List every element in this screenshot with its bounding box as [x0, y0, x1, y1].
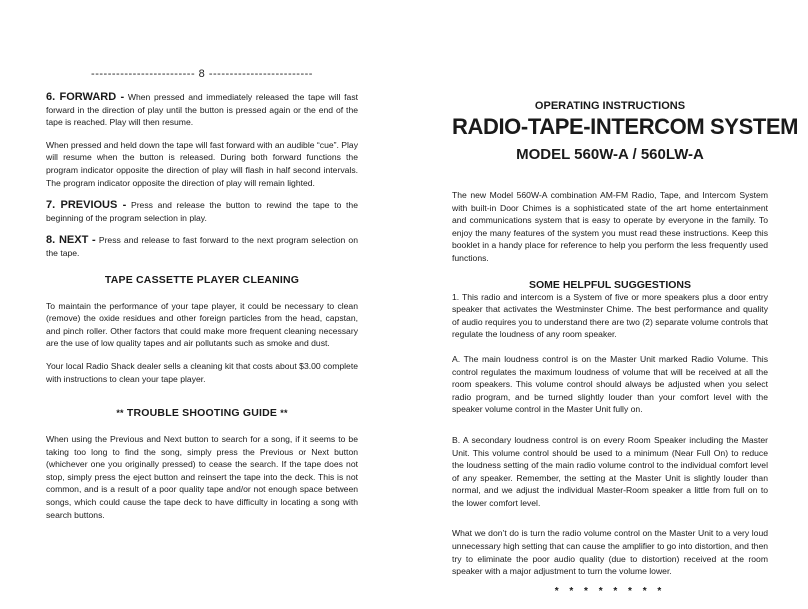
left-column [46, 91, 358, 521]
paragraph-a: A. The main loudness control is on the Master Unit marked Radio Volume. This control regulates the maximum loudness of volume that will be received at all the room speakers. This volume control should always be adjusted when you select radio program, and be turned slightly louder than your comfort level with the speaker volume control in the Master Unit fully on. [452, 353, 768, 415]
suggestion-1: 1. This radio and intercom is a System of five or more speakers plus a door entry speaker that activates the Westminster Chime. The best performance and quality of audio requires you to understand there are two (2) separate volume controls that regulate the loudness of any room speaker. [452, 291, 768, 340]
trouble-heading-text: TROUBLE SHOOTING GUIDE [126, 407, 278, 420]
cleaning-paragraph: To maintain the performance of your tape player, it could be necessary to clean (remove) the oxide residues and other foreign particles from the head, capstan, and pinch roller. Other factors that could make more frequent cleaning necessary are the use of low quality tapes and air pollutants such as smoke and dust. [46, 300, 358, 349]
star-right: ** [280, 408, 288, 419]
item-previous [46, 199, 358, 224]
stars-divider: * * * * * * * * [554, 585, 666, 597]
page-number: ------------------------- 8 ------------------------- [91, 68, 313, 80]
cleaning-kit-paragraph: Your local Radio Shack dealer sells a cleaning kit that costs about $3.00 complete with instructions to clean your tape player. [46, 360, 358, 384]
item-label: 8. NEXT - [46, 234, 96, 247]
item-text: Press and release the button to rewind the tape to the beginning of the program selection in play. [46, 200, 358, 223]
item-label: 7. PREVIOUS - [46, 199, 127, 212]
operating-heading: OPERATING INSTRUCTIONS [534, 100, 686, 112]
paragraph-b: B. A secondary loudness control is on every Room Speaker including the Master Unit. This volume control should be used to a minimum (Near Full On) to reduce the loudness setting of the main radio volume control to the individual comfort level of any speaker. Remember, the setting at the Master Unit is slightly louder than normal, and we adjust the individual Master-Room speaker a little from full on to the lower comfort level. [452, 434, 768, 508]
item-forward [46, 91, 358, 129]
star-left: ** [116, 408, 124, 419]
document-title: RADIO-TAPE-INTERCOM SYSTEM [452, 114, 799, 139]
closing-paragraph: What we don’t do is turn the radio volume control on the Master Unit to a very loud unnecessary high setting that can cause the amplifier to go into distortion, and then try to eliminate the poor audio quality (due to distortion) received at the room speaker with a major adjustment to turn the volume lower. [452, 528, 768, 577]
right-column [452, 100, 799, 597]
trouble-paragraph: When using the Previous and Next button to search for a song, if it seems to be taking too long to find the song, simply press the Previous or Next button (whichever one you originally pressed) to cease the search. If the tape does not stop, simply press the eject button and reinsert the tape into the deck. This is not common, and is a result of a poor quality tape and/or not enough space between songs, which could cause the tape deck to have difficulty in locating a song with search buttons. [46, 434, 358, 520]
trouble-heading [46, 407, 358, 419]
item-text: When pressed and immediately released the tape will fast forward in the direction of play until the button is pressed again or the end of the tape is reached. Play will then resume. [46, 92, 359, 128]
forward-cue-paragraph: When pressed and held down the tape will fast forward with an audible “cue”. Play will resume when the button is released. During both forward functions the program indicator opposite the direction of play will flash in half second intervals. The program indicator opposite the direction of play will remain lighted. [46, 139, 358, 188]
item-label: 6. FORWARD - [46, 91, 125, 103]
item-text: Press and release to fast forward to the next program selection on the tape. [46, 235, 358, 258]
item-next [46, 234, 358, 259]
cleaning-heading: TAPE CASSETTE PLAYER CLEANING [104, 273, 300, 286]
intro-paragraph: The new Model 560W-A combination AM-FM Radio, Tape, and Intercom System with built-in Door Chimes is a sophisticated state of the art home entertainment and communications system that is easy to operate by everyone in the family. To enjoy the many features of the system you must read these instructions. Keep this booklet in a handy place for reference to help you perform the less frequently used functions. [452, 190, 768, 263]
model-heading: MODEL 560W-A / 560LW-A [516, 146, 704, 163]
suggestions-heading: SOME HELPFUL SUGGESTIONS [529, 278, 691, 291]
